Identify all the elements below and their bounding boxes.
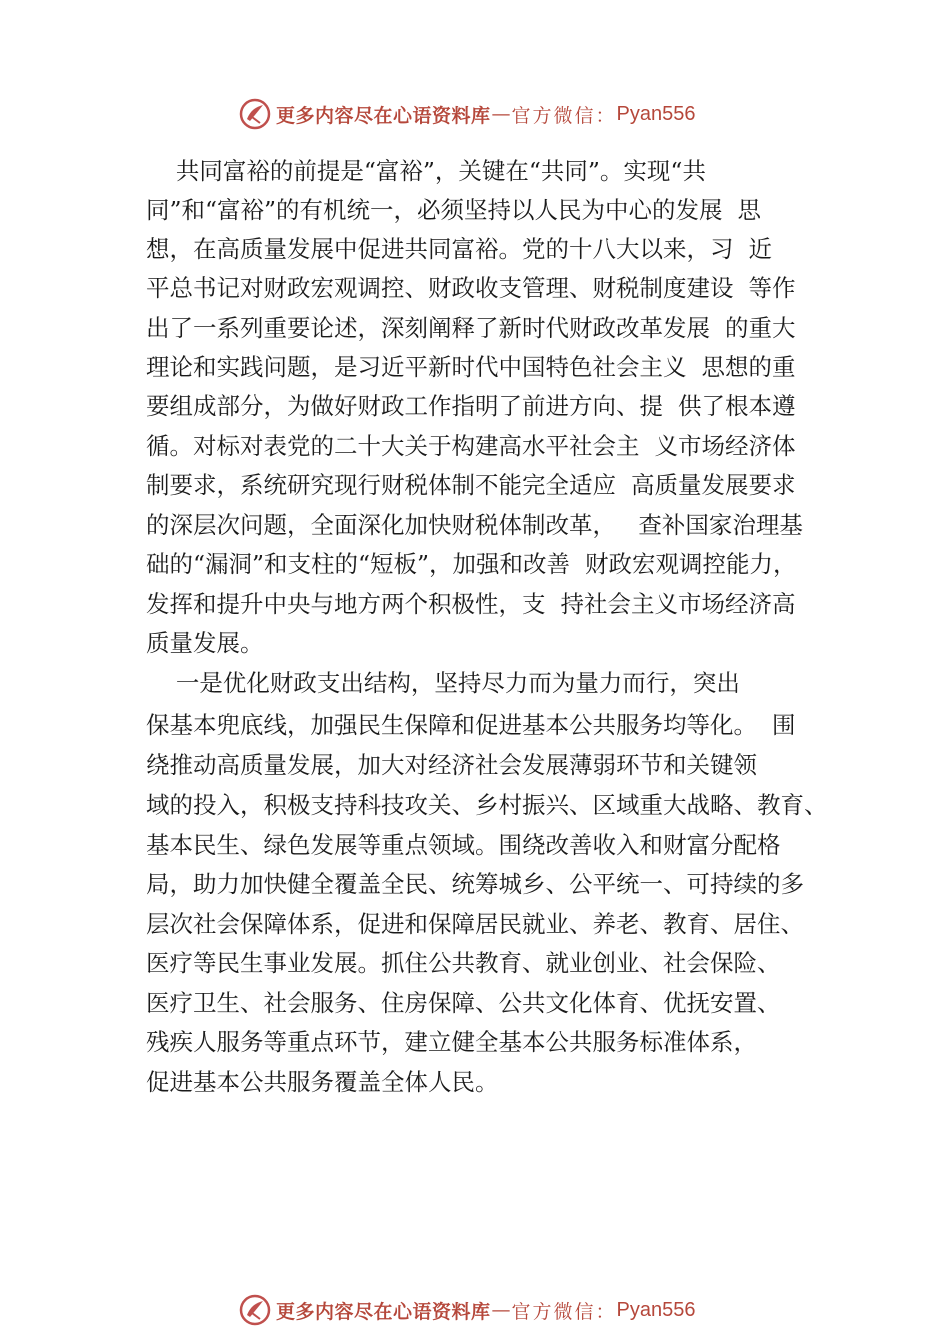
- watermark-account-id: Pyan556: [616, 1298, 696, 1321]
- text-line: 医疗等民生事业发展。抓住公共教育、就业创业、社会保险、: [146, 949, 781, 977]
- watermark-separator: —: [491, 1299, 511, 1321]
- text-line: 要组成部分，为做好财政工作指明了前进方向、提 供了根本遵: [146, 392, 796, 420]
- text-line: 础的“漏洞”和支柱的“短板”，加强和改善 财政宏观调控能力，: [146, 550, 797, 578]
- watermark-account-label: 官方微信：: [511, 104, 617, 127]
- text-line: 层次社会保障体系，促进和保障居民就业、养老、教育、居住、: [146, 910, 804, 938]
- text-line: 促进基本公共服务覆盖全体人民。: [146, 1068, 499, 1096]
- text-line: 的深层次问题，全面深化加快财税体制改革， 查补国家治理基: [146, 511, 803, 539]
- text-line: 理论和实践问题，是习近平新时代中国特色社会主义 思想的重: [146, 353, 796, 381]
- text-line: 一是优化财政支出结构，坚持尽力而为量力而行，突出: [146, 669, 740, 697]
- text-line: 基本民生、绿色发展等重点领域。围绕改善收入和财富分配格: [146, 831, 781, 859]
- text-line: 绕推动高质量发展，加大对经济社会发展薄弱环节和关键领: [146, 751, 757, 779]
- header-watermark: [238, 96, 696, 132]
- watermark-account-id: Pyan556: [616, 102, 696, 125]
- text-line: 同”和“富裕”的有机统一，必须坚持以人民为中心的发展 思: [146, 196, 761, 224]
- text-line: 出了一系列重要论述，深刻阐释了新时代财政改革发展 的重大: [146, 314, 796, 342]
- text-line: 平总书记对财政宏观调控、财政收支管理、财税制度建设 等作: [146, 274, 796, 302]
- text-line: 循。对标对表党的二十大关于构建高水平社会主 义市场经济体: [146, 432, 796, 460]
- brand-logo-icon: [238, 97, 272, 131]
- watermark-name: 更多内容尽在心语资料库: [276, 1300, 491, 1323]
- text-line: 共同富裕的前提是“富裕”，关键在“共同”。实现“共: [146, 157, 706, 185]
- text-line: 残疾人服务等重点环节，建立健全基本公共服务标准体系，: [146, 1028, 757, 1056]
- text-line: 发挥和提升中央与地方两个积极性，支 持社会主义市场经济高: [146, 590, 796, 618]
- watermark-name: 更多内容尽在心语资料库: [276, 104, 491, 127]
- text-line: 医疗卫生、社会服务、住房保障、公共文化体育、优抚安置、: [146, 989, 781, 1017]
- text-line: 质量发展。: [146, 629, 264, 657]
- text-line: 保基本兜底线，加强民生保障和促进基本公共服务均等化。 围: [146, 711, 796, 739]
- text-line: 想，在高质量发展中促进共同富裕。党的十八大以来，习 近: [146, 235, 772, 263]
- brand-logo-icon: [238, 1293, 272, 1327]
- footer-watermark: [238, 1292, 696, 1328]
- text-line: 局，助力加快健全覆盖全民、统筹城乡、公平统一、可持续的多: [146, 870, 804, 898]
- text-line: 制要求，系统研究现行财税体制不能完全适应 高质量发展要求: [146, 471, 796, 499]
- text-line: 域的投入，积极支持科技攻关、乡村振兴、区域重大战略、教育、: [146, 791, 828, 819]
- watermark-account-label: 官方微信：: [511, 1300, 617, 1323]
- watermark-separator: —: [491, 103, 511, 125]
